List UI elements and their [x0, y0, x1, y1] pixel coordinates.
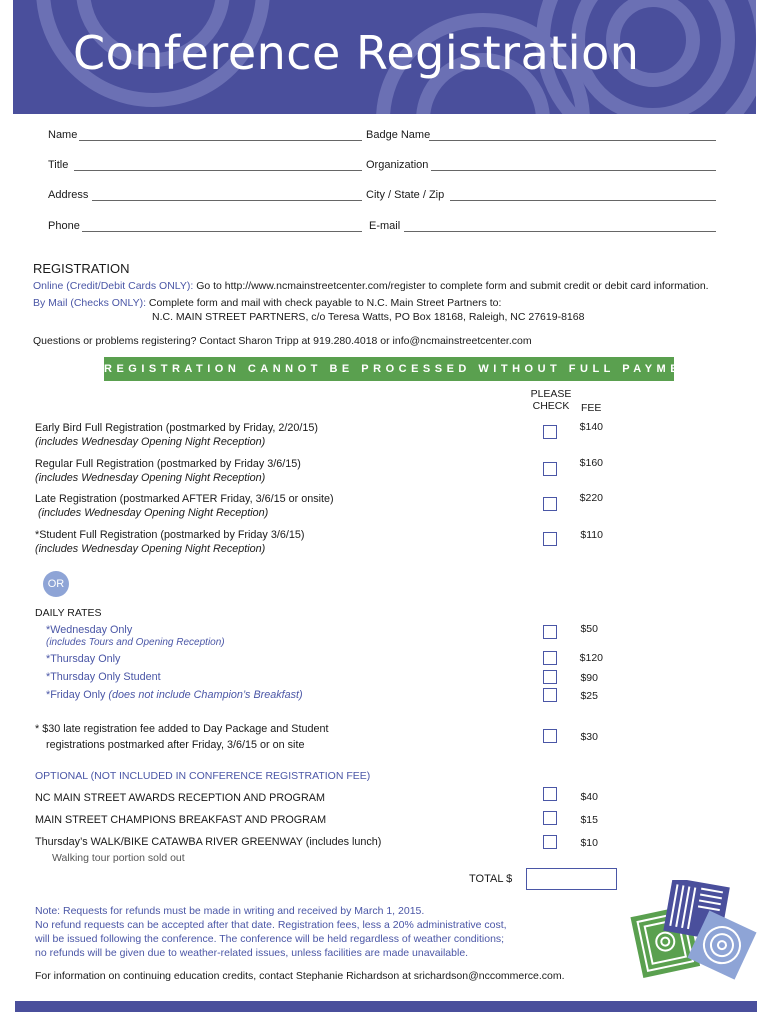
note-line1: Note: Requests for refunds must be made in writing and received by March 1, 2015.: [35, 905, 425, 917]
awards-fee: $40: [580, 791, 598, 803]
option-label: Early Bird Full Registration (postmarked by Friday, 2/20/15): [35, 422, 319, 434]
title-field[interactable]: [74, 170, 362, 171]
greenway-fee: $10: [580, 837, 598, 849]
note-line3: will be issued following the conference. The conference will be held regardless of weather conditions;: [35, 933, 505, 945]
greenway-checkbox[interactable]: [543, 835, 557, 849]
optional-breakfast: MAIN STREET CHAMPIONS BREAKFAST AND PROGRAM: [35, 814, 327, 826]
check-header-line1: PLEASE: [530, 388, 572, 400]
organization-label: Organization: [366, 159, 429, 171]
registration-heading: REGISTRATION: [33, 261, 130, 276]
mail-line: [33, 297, 501, 309]
optional-heading: OPTIONAL (NOT INCLUDED IN CONFERENCE REGISTRATION FEE): [35, 770, 371, 782]
breakfast-fee: $15: [580, 814, 598, 826]
daily-rates-heading: DAILY RATES: [35, 607, 102, 619]
email-label: E-mail: [369, 220, 401, 232]
option-label: *Student Full Registration (postmarked by Friday 3/6/15): [35, 529, 305, 541]
questions-text: Questions or problems registering? Contact Sharon Tripp at 919.280.4018 or info@ncmainstreetcenter.com: [33, 335, 532, 347]
optional-greenway: Thursday’s WALK/BIKE CATAWBA RIVER GREENWAY (includes lunch): [35, 836, 382, 848]
friday-fee: $25: [580, 690, 598, 702]
organization-field[interactable]: [431, 170, 716, 171]
option-label: Regular Full Registration (postmarked by Friday 3/6/15): [35, 458, 301, 470]
fee-header: FEE: [581, 402, 602, 414]
note-line2: No refund requests can be accepted after that date. Registration fees, less a 20% administrative cost,: [35, 919, 507, 931]
please-check-header: [528, 388, 574, 412]
daily-note: (does not include Champion’s Breakfast): [108, 689, 303, 701]
badge-name-field[interactable]: [429, 140, 716, 141]
email-field[interactable]: [404, 231, 716, 232]
sold-out-note: Walking tour portion sold out: [52, 852, 185, 864]
online-text: Go to http://www.ncmainstreetcenter.com/register to complete form and submit credit or debit card information.: [196, 280, 709, 292]
phone-field[interactable]: [82, 231, 362, 232]
city-state-zip-label: City / State / Zip: [366, 189, 445, 201]
total-label: TOTAL $: [469, 873, 513, 885]
thursday-student-checkbox[interactable]: [543, 670, 557, 684]
header-banner: [13, 0, 756, 114]
city-state-zip-field[interactable]: [450, 200, 716, 201]
total-input[interactable]: [526, 868, 617, 890]
late-day-fee-checkbox[interactable]: [543, 729, 557, 743]
payment-warning-banner: REGISTRATION CANNOT BE PROCESSED WITHOUT FULL PAYMENT: [104, 357, 674, 381]
daily-label: *Friday Only: [46, 689, 106, 701]
title-label: Title: [48, 159, 69, 171]
breakfast-checkbox[interactable]: [543, 811, 557, 825]
mail-label: By Mail (Checks ONLY):: [33, 297, 146, 309]
daily-thursday-student: *Thursday Only Student: [46, 671, 161, 683]
check-header-line2: CHECK: [532, 400, 570, 412]
thursday-checkbox[interactable]: [543, 651, 557, 665]
thursday-student-fee: $90: [580, 672, 598, 684]
refund-note: [35, 904, 507, 960]
mail-address: N.C. MAIN STREET PARTNERS, c/o Teresa Watts, PO Box 18168, Raleigh, NC 27619-8168: [152, 311, 585, 323]
or-badge: OR: [43, 571, 69, 597]
option-note: (includes Wednesday Opening Night Reception): [35, 472, 266, 484]
option-regular: [35, 457, 301, 485]
option-note: (includes Wednesday Opening Night Reception): [38, 507, 269, 519]
daily-thursday: *Thursday Only: [46, 653, 121, 665]
wednesday-checkbox[interactable]: [543, 625, 557, 639]
optional-awards: NC MAIN STREET AWARDS RECEPTION AND PROGRAM: [35, 792, 325, 804]
early-bird-fee: $140: [579, 421, 603, 433]
note-line4: no refunds will be given due to weather-related issues, unless facilities are made unavailable.: [35, 947, 469, 959]
regular-fee: $160: [579, 457, 603, 469]
daily-label: *Wednesday Only: [46, 624, 133, 636]
address-label: Address: [48, 189, 89, 201]
daily-note: (includes Tours and Opening Reception): [46, 637, 225, 648]
option-note: (includes Wednesday Opening Night Reception): [35, 543, 266, 555]
wednesday-fee: $50: [580, 623, 598, 635]
awards-checkbox[interactable]: [543, 787, 557, 801]
late-fee: $220: [579, 492, 603, 504]
online-line: [33, 280, 709, 292]
mail-text: Complete form and mail with check payable to N.C. Main Street Partners to:: [148, 297, 502, 309]
late-notice-line2: registrations postmarked after Friday, 3/6/15 or on site: [46, 739, 305, 751]
late-checkbox[interactable]: [543, 497, 557, 511]
option-early-bird: [35, 421, 318, 449]
main-street-logo: [628, 880, 758, 988]
daily-friday: [46, 688, 303, 702]
late-notice-line1: * $30 late registration fee added to Day Package and Student: [35, 723, 329, 735]
address-field[interactable]: [92, 200, 362, 201]
late-day-fee: $30: [580, 731, 598, 743]
page-title: Conference Registration: [73, 26, 640, 80]
option-student: [35, 528, 304, 556]
late-fee-notice: [35, 721, 329, 753]
name-label: Name: [48, 129, 78, 141]
friday-checkbox[interactable]: [543, 688, 557, 702]
name-field[interactable]: [79, 140, 362, 141]
option-label: Late Registration (postmarked AFTER Friday, 3/6/15 or onsite): [35, 493, 334, 505]
student-checkbox[interactable]: [543, 532, 557, 546]
online-label: Online (Credit/Debit Cards ONLY):: [33, 280, 194, 292]
early-bird-checkbox[interactable]: [543, 425, 557, 439]
badge-name-label: Badge Name: [366, 129, 431, 141]
student-fee: $110: [580, 529, 603, 541]
option-note: (includes Wednesday Opening Night Reception): [35, 436, 266, 448]
ce-credits-text: For information on continuing education credits, contact Stephanie Richardson at srichardson@nccommerce.com.: [35, 970, 565, 982]
daily-wednesday: [46, 623, 225, 649]
footer-bar: [15, 1001, 757, 1012]
regular-checkbox[interactable]: [543, 462, 557, 476]
option-late: [35, 492, 334, 520]
phone-label: Phone: [48, 220, 80, 232]
thursday-fee: $120: [579, 652, 603, 664]
